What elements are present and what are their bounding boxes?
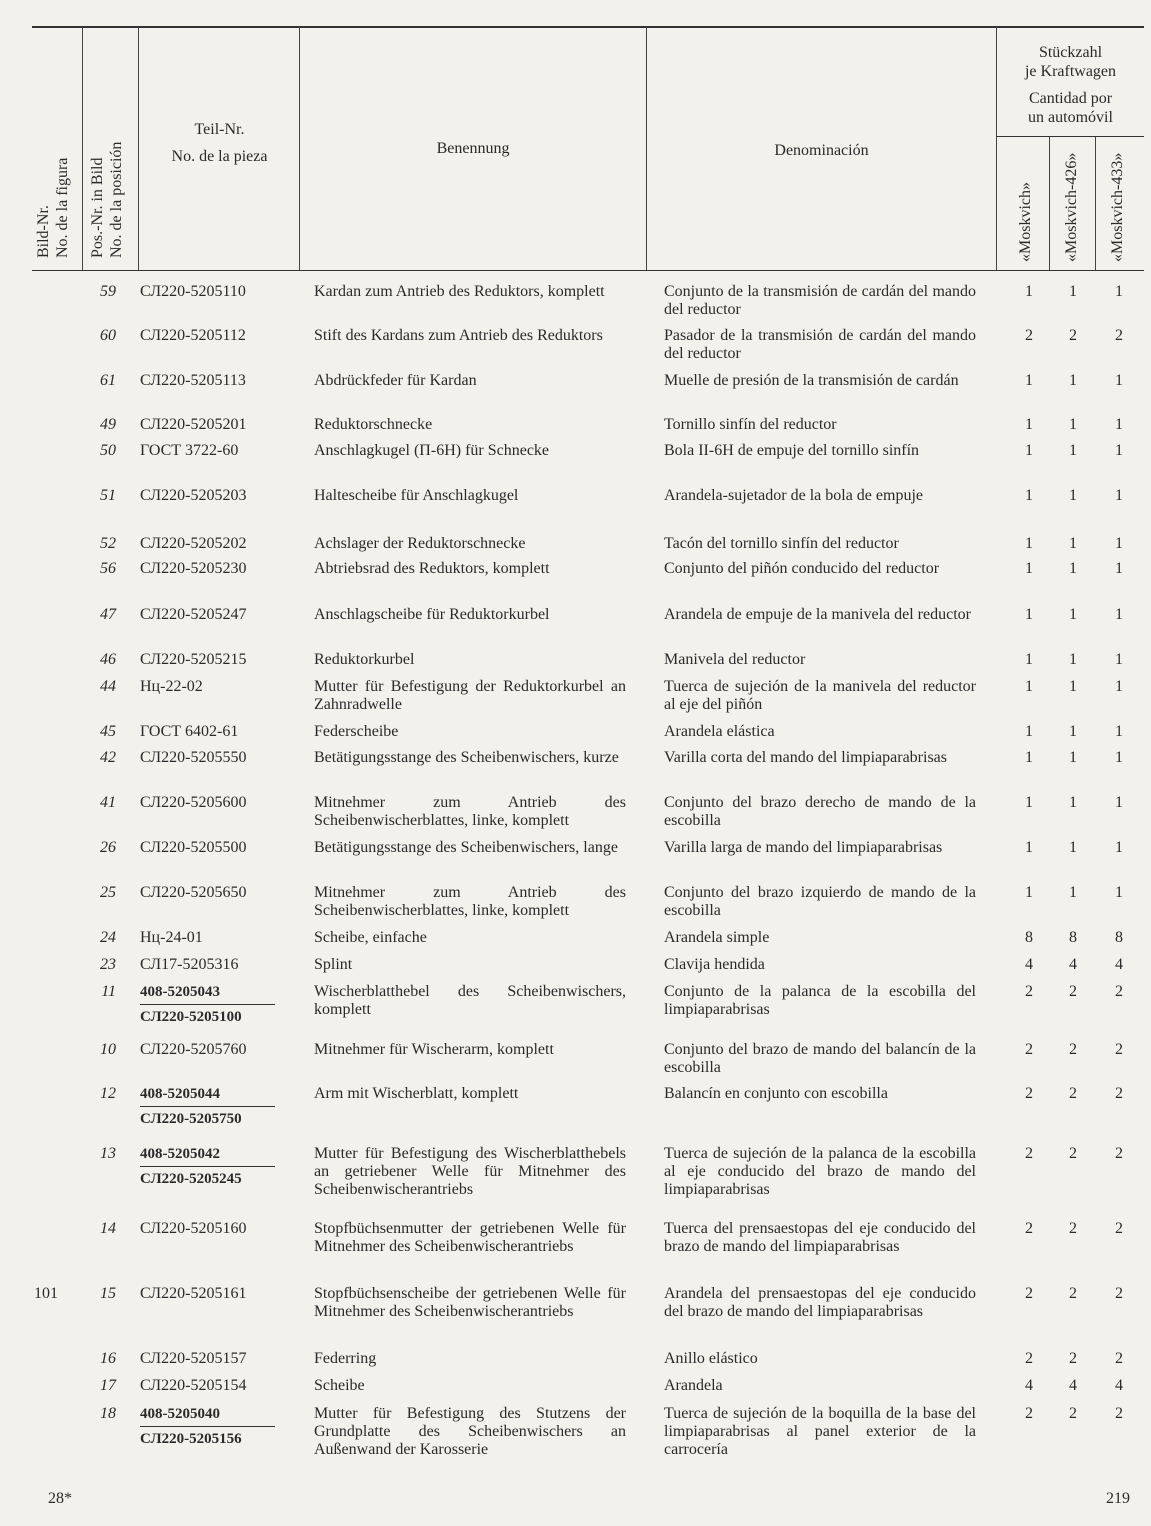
part-number: Нц-22-02 [140,678,203,695]
qty-moskvich: 1 [1025,535,1033,552]
alt-part-number: СЛ220-5205245 [140,1171,242,1187]
part-number: СЛ220-5205161 [140,1285,247,1302]
qty-moskvich: 2 [1025,1041,1033,1058]
spanish-name: Manivela del reductor [664,651,806,668]
qty-moskvich-433: 1 [1115,535,1123,552]
position-number: 23 [100,956,116,973]
qty-moskvich-433: 1 [1115,749,1123,766]
position-number: 17 [100,1377,116,1394]
qty-moskvich-433: 1 [1115,372,1123,389]
german-name: Scheibe, einfache [314,929,427,946]
part-number-divider [140,1106,275,1107]
qty-moskvich-433: 4 [1115,1377,1123,1394]
part-number: 408-5205044 [140,1086,220,1102]
german-name: Stift des Kardans zum Antrieb des Reduktors [314,327,603,344]
part-number: СЛ220-5205112 [140,327,246,344]
denominacion-header: Denominación [774,142,869,159]
part-number-divider [140,1166,275,1167]
position-number: 45 [100,723,116,740]
position-number: 47 [100,606,116,623]
qty-moskvich: 1 [1025,560,1033,577]
part-number: СЛ220-5205215 [140,651,247,668]
position-number: 49 [100,416,116,433]
qty-moskvich-426: 2 [1069,1350,1077,1367]
german-name: Anschlagscheibe für Reduktorkurbel [314,606,550,623]
qty-moskvich: 2 [1025,1405,1033,1422]
qty-moskvich-433: 1 [1115,442,1123,459]
german-name: Achslager der Reduktorschnecke [314,535,526,552]
qty-moskvich-426: 1 [1069,487,1077,504]
position-number: 42 [100,749,116,766]
qty-moskvich: 1 [1025,839,1033,856]
spanish-name: Conjunto de la transmisión de cardán del mando del reductor [664,283,976,318]
part-number-divider [140,1426,275,1427]
qty-moskvich-426: 8 [1069,929,1077,946]
part-number: СЛ220-5205600 [140,794,247,811]
model-moskvich-433-header: «Moskvich-433» [1109,152,1126,262]
qty-moskvich-433: 2 [1115,1085,1123,1102]
qty-moskvich-426: 4 [1069,1377,1077,1394]
qty-moskvich-426: 1 [1069,560,1077,577]
qty-moskvich-426: 1 [1069,884,1077,901]
german-name: Mutter für Befestigung des Stutzens der Grundplatte des Scheibenwischers an Außenwand der Karosserie [314,1405,626,1458]
qty-moskvich-433: 1 [1115,416,1123,433]
qty-moskvich-426: 1 [1069,678,1077,695]
part-number: 408-5205040 [140,1406,220,1422]
german-name: Anschlagkugel (П-6Н) für Schnecke [314,442,550,459]
part-number: СЛ220-5205760 [140,1041,247,1058]
part-number: 408-5205043 [140,984,220,1000]
spanish-name: Arandela elástica [664,723,775,740]
qty-moskvich-433: 1 [1115,678,1123,695]
benennung-header: Benennung [436,140,510,157]
qty-moskvich-433: 1 [1115,723,1123,740]
qty-moskvich: 1 [1025,606,1033,623]
spanish-name: Arandela-sujetador de la bola de empuje [664,487,923,504]
german-name: Betätigungsstange des Scheibenwischers, lange [314,839,618,856]
qty-moskvich: 1 [1025,372,1033,389]
qty-moskvich-433: 2 [1115,327,1123,344]
spanish-name: Conjunto del piñón conducido del reductor [664,560,940,577]
part-number: СЛ220-5205230 [140,560,247,577]
qty-moskvich-433: 1 [1115,839,1123,856]
alt-part-number: СЛ220-5205156 [140,1431,242,1447]
german-name: Mitnehmer zum Antrieb des Scheibenwischerblattes, linke, komplett [314,884,626,919]
position-number: 50 [100,442,116,459]
qty-moskvich: 1 [1025,678,1033,695]
qty-moskvich-433: 1 [1115,560,1123,577]
part-number: СЛ220-5205160 [140,1220,247,1237]
position-number: 12 [100,1085,116,1102]
alt-part-number: СЛ220-5205100 [140,1009,242,1025]
spanish-name: Tornillo sinfín del reductor [664,416,837,433]
german-name: Reduktorkurbel [314,651,415,668]
spanish-name: Conjunto de la palanca de la escobilla del limpiaparabrisas [664,983,976,1018]
spanish-name: Bola II-6H de empuje del tornillo sinfín [664,442,920,459]
qty-moskvich: 1 [1025,442,1033,459]
qty-moskvich-433: 8 [1115,929,1123,946]
german-name: Arm mit Wischerblatt, komplett [314,1085,519,1102]
qty-moskvich-433: 1 [1115,283,1123,300]
qty-moskvich: 2 [1025,1350,1033,1367]
qty-moskvich-426: 2 [1069,1220,1077,1237]
position-number: 51 [100,487,116,504]
spanish-name: Conjunto del brazo derecho de mando de la escobilla [664,794,976,829]
german-name: Mitnehmer für Wischerarm, komplett [314,1041,554,1058]
qty-moskvich: 1 [1025,723,1033,740]
qty-moskvich: 4 [1025,1377,1033,1394]
header-top-rule [32,26,1144,28]
qty-moskvich-433: 1 [1115,794,1123,811]
qty-moskvich-426: 2 [1069,1285,1077,1302]
qty-moskvich-433: 1 [1115,884,1123,901]
german-name: Stopfbüchsenmutter der getriebenen Welle für Mitnehmer des Scheibenwischerantriebs [314,1220,626,1255]
footer-left-mark: 28* [48,1490,72,1507]
spanish-name: Tuerca del prensaestopas del eje conducido del brazo de mando del limpiaparabrisas [664,1220,976,1255]
spanish-name: Balancín en conjunto con escobilla [664,1085,888,1102]
german-name: Abtriebsrad des Reduktors, komplett [314,560,550,577]
position-number: 25 [100,884,116,901]
position-number: 52 [100,535,116,552]
german-name: Wischerblatthebel des Scheibenwischers, komplett [314,983,626,1018]
spanish-name: Tuerca de sujeción de la palanca de la escobilla al eje conducido del brazo de mando del limpiaparabrisas [664,1145,976,1198]
qty-moskvich-426: 1 [1069,651,1077,668]
spanish-name: Arandela [664,1377,723,1394]
position-number: 18 [100,1405,116,1422]
position-number: 41 [100,794,116,811]
german-name: Kardan zum Antrieb des Reduktors, komplett [314,283,605,300]
spanish-name: Pasador de la transmisión de cardán del mando del reductor [664,327,976,362]
part-number: СЛ220-5205113 [140,372,246,389]
qty-moskvich-433: 2 [1115,1145,1123,1162]
part-number: СЛ220-5205201 [140,416,247,433]
spanish-name: Tuerca de sujeción de la manivela del reductor al eje del piñón [664,678,976,713]
qty-moskvich: 2 [1025,327,1033,344]
qty-moskvich: 1 [1025,749,1033,766]
qty-moskvich-426: 2 [1069,327,1077,344]
pos-nr-header: Pos.-Nr. in Bild No. de la posición [89,141,125,258]
qty-moskvich-433: 2 [1115,1041,1123,1058]
part-number: Нц-24-01 [140,929,203,946]
german-name: Abdrückfeder für Kardan [314,372,477,389]
german-name: Federscheibe [314,723,399,740]
qty-moskvich-426: 1 [1069,372,1077,389]
spanish-name: Arandela de empuje de la manivela del reductor [664,606,971,623]
part-number: СЛ220-5205550 [140,749,247,766]
position-number: 26 [100,839,116,856]
spanish-name: Tacón del tornillo sinfín del reductor [664,535,899,552]
qty-moskvich: 2 [1025,1220,1033,1237]
position-number: 59 [100,283,116,300]
qty-moskvich-426: 1 [1069,535,1077,552]
german-name: Federring [314,1350,377,1367]
spanish-name: Conjunto del brazo izquierdo de mando de la escobilla [664,884,976,919]
qty-moskvich: 1 [1025,416,1033,433]
spanish-name: Arandela del prensaestopas del eje conducido del brazo de mando del limpiaparabrisas [664,1285,976,1320]
part-number: СЛ220-5205500 [140,839,247,856]
part-number: 408-5205042 [140,1146,220,1162]
qty-moskvich-426: 1 [1069,283,1077,300]
qty-moskvich: 2 [1025,1285,1033,1302]
qty-moskvich-433: 2 [1115,1285,1123,1302]
german-name: Splint [314,956,353,973]
part-number: СЛ220-5205247 [140,606,247,623]
position-number: 10 [100,1041,116,1058]
german-name: Mitnehmer zum Antrieb des Scheibenwischerblattes, linke, komplett [314,794,626,829]
figure-number: 101 [34,1285,58,1302]
qty-moskvich: 8 [1025,929,1033,946]
german-name: Haltescheibe für Anschlagkugel [314,487,519,504]
qty-moskvich: 1 [1025,283,1033,300]
qty-moskvich-433: 2 [1115,983,1123,1000]
qty-moskvich: 1 [1025,651,1033,668]
qty-moskvich-426: 1 [1069,442,1077,459]
qty-moskvich: 2 [1025,983,1033,1000]
qty-moskvich: 2 [1025,1085,1033,1102]
part-number: СЛ220-5205154 [140,1377,247,1394]
position-number: 14 [100,1220,116,1237]
part-number: СЛ17-5205316 [140,956,239,973]
qty-moskvich-426: 2 [1069,1405,1077,1422]
position-number: 11 [101,983,116,1000]
qty-moskvich-433: 4 [1115,956,1123,973]
spanish-name: Muelle de presión de la transmisión de cardán [664,372,959,389]
qty-moskvich-433: 1 [1115,487,1123,504]
spanish-name: Arandela simple [664,929,770,946]
qty-moskvich: 4 [1025,956,1033,973]
qty-moskvich: 2 [1025,1145,1033,1162]
german-name: Scheibe [314,1377,365,1394]
qty-moskvich-433: 2 [1115,1350,1123,1367]
spanish-name: Tuerca de sujeción de la boquilla de la base del limpiaparabrisas al panel exterior de la carrocería [664,1405,976,1458]
spanish-name: Clavija hendida [664,956,765,973]
position-number: 13 [100,1145,116,1162]
position-number: 16 [100,1350,116,1367]
qty-moskvich-426: 2 [1069,1145,1077,1162]
qty-moskvich-433: 1 [1115,651,1123,668]
qty-moskvich-426: 1 [1069,723,1077,740]
part-number: ГОСТ 3722-60 [140,442,239,459]
teil-nr-header: Teil-Nr. No. de la pieza [171,121,268,165]
qty-moskvich-433: 2 [1115,1220,1123,1237]
page-number: 219 [1106,1490,1130,1507]
spanish-name: Varilla larga de mando del limpiaparabrisas [664,839,943,856]
qty-moskvich-433: 1 [1115,606,1123,623]
bild-nr-header: Bild-Nr. No. de la figura [35,157,71,258]
spanish-name: Conjunto del brazo de mando del balancín de la escobilla [664,1041,976,1076]
qty-moskvich: 1 [1025,884,1033,901]
qty-moskvich-426: 1 [1069,749,1077,766]
qty-moskvich-426: 2 [1069,1085,1077,1102]
qty-moskvich-426: 2 [1069,983,1077,1000]
part-number: СЛ220-5205110 [140,283,246,300]
position-number: 56 [100,560,116,577]
part-number: СЛ220-5205202 [140,535,247,552]
position-number: 61 [100,372,116,389]
qty-moskvich-426: 1 [1069,416,1077,433]
qty-moskvich-426: 1 [1069,839,1077,856]
german-name: Mutter für Befestigung der Reduktorkurbel an Zahnradwelle [314,678,626,713]
part-number: СЛ220-5205650 [140,884,247,901]
german-name: Stopfbüchsenscheibe der getriebenen Welle für Mitnehmer des Scheibenwischerantriebs [314,1285,626,1320]
alt-part-number: СЛ220-5205750 [140,1111,242,1127]
part-number: ГОСТ 6402-61 [140,723,239,740]
position-number: 44 [100,678,116,695]
qty-moskvich: 1 [1025,794,1033,811]
model-moskvich-header: «Moskvich» [1017,182,1034,262]
position-number: 24 [100,929,116,946]
german-name: Betätigungsstange des Scheibenwischers, kurze [314,749,619,766]
part-number: СЛ220-5205157 [140,1350,247,1367]
position-number: 46 [100,651,116,668]
part-number: СЛ220-5205203 [140,487,247,504]
qty-moskvich-426: 2 [1069,1041,1077,1058]
qty-moskvich-433: 2 [1115,1405,1123,1422]
qty-moskvich: 1 [1025,487,1033,504]
header-bottom-rule [32,270,1144,271]
position-number: 15 [100,1285,116,1302]
qty-moskvich-426: 1 [1069,794,1077,811]
german-name: Mutter für Befestigung des Wischerblatthebels an getriebener Welle für Mitnehmer des Scheibenwischerantriebs [314,1145,626,1198]
spanish-name: Anillo elástico [664,1350,758,1367]
qty-moskvich-426: 1 [1069,606,1077,623]
model-moskvich-426-header: «Moskvich-426» [1063,152,1080,262]
german-name: Reduktorschnecke [314,416,433,433]
part-number-divider [140,1004,275,1005]
position-number: 60 [100,327,116,344]
spanish-name: Varilla corta del mando del limpiaparabrisas [664,749,948,766]
qty-moskvich-426: 4 [1069,956,1077,973]
quantity-header: Stückzahl je Kraftwagen Cantidad por un automóvil [1024,44,1117,126]
